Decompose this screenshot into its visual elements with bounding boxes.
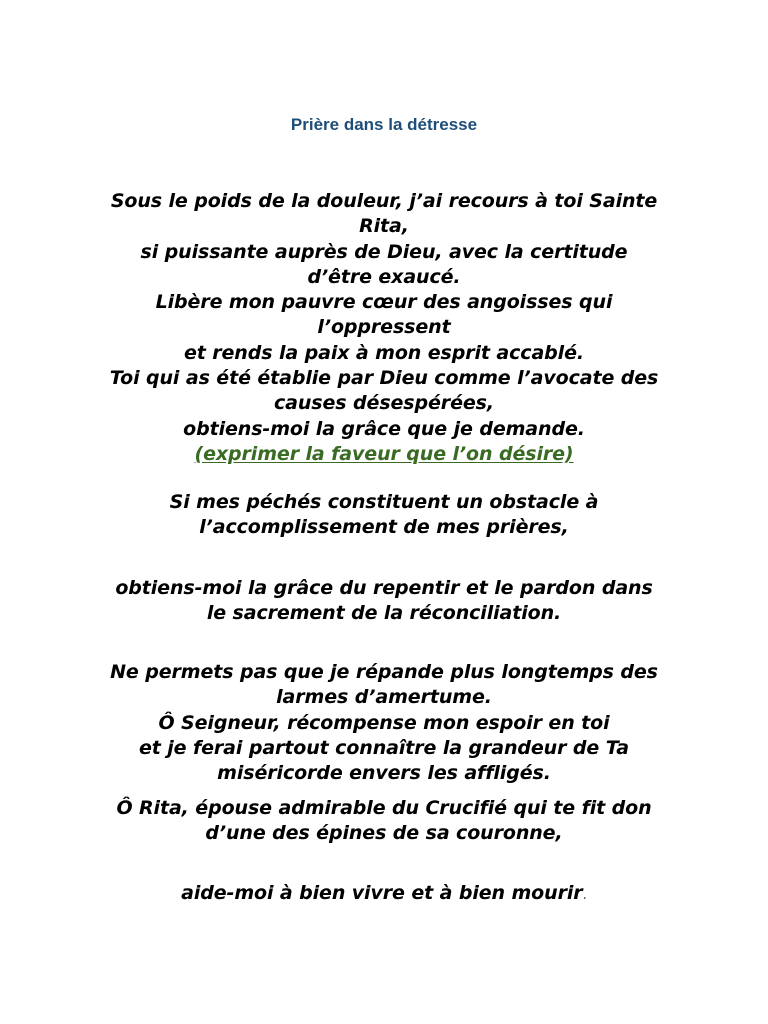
stanza-line: et je ferai partout connaître la grandeur de Ta: [138, 736, 630, 759]
closing-text: aide-moi à bien vivre et à bien mourir: [181, 882, 583, 904]
stanza-line: Ô Rita, épouse admirable du Crucifié qui te fit don: [116, 797, 652, 819]
stanza-line: Sous le poids de la douleur, j’ai recours à toi Sainte: [110, 190, 658, 212]
stanza-1: [80, 189, 688, 467]
closing-line: [80, 881, 688, 908]
stanza-line: le sacrement de la réconciliation.: [206, 602, 562, 625]
stanza-line: l’accomplissement de mes prières,: [199, 516, 569, 539]
stanza-line: l’oppressent: [317, 316, 451, 339]
intention-line: [80, 442, 688, 467]
stanza-line: obtiens-moi la grâce que je demande.: [183, 417, 585, 440]
stanza-line: miséricorde envers les affligés.: [217, 762, 551, 785]
prayer-title: Prière dans la détresse: [290, 115, 478, 134]
stanza-line: et rends la paix à mon esprit accablé.: [183, 341, 585, 364]
intention-instruction: (exprimer la faveur que l’on désire): [194, 442, 574, 465]
stanza-line: si puissante auprès de Dieu, avec la certitude: [140, 240, 628, 263]
stanza-line: obtiens-moi la grâce du repentir et le pardon dans: [115, 577, 653, 599]
stanza-line: Libère mon pauvre cœur des angoisses qui: [155, 291, 613, 314]
closing-stanza: [80, 881, 688, 908]
stanza-line: causes désespérées,: [274, 392, 494, 415]
stanza-line: Toi qui as été établie par Dieu comme l’avocate des: [109, 367, 659, 390]
stanza-line: Rita,: [359, 215, 409, 238]
stanza-4: [80, 660, 688, 786]
stanza-line: larmes d’amertume.: [276, 686, 492, 709]
stanza-5: [80, 796, 688, 847]
stanza-3: [80, 576, 688, 627]
stanza-line: Ô Seigneur, récompense mon espoir en toi: [158, 711, 610, 734]
closing-period: .: [582, 887, 587, 903]
stanza-line: Si mes péchés constituent un obstacle à: [169, 491, 599, 513]
stanza-2: [80, 490, 688, 541]
stanza-line: d’une des épines de sa couronne,: [205, 822, 563, 845]
stanza-line: Ne permets pas que je répande plus longtemps des: [110, 661, 658, 683]
stanza-line: d’être exaucé.: [307, 265, 461, 288]
